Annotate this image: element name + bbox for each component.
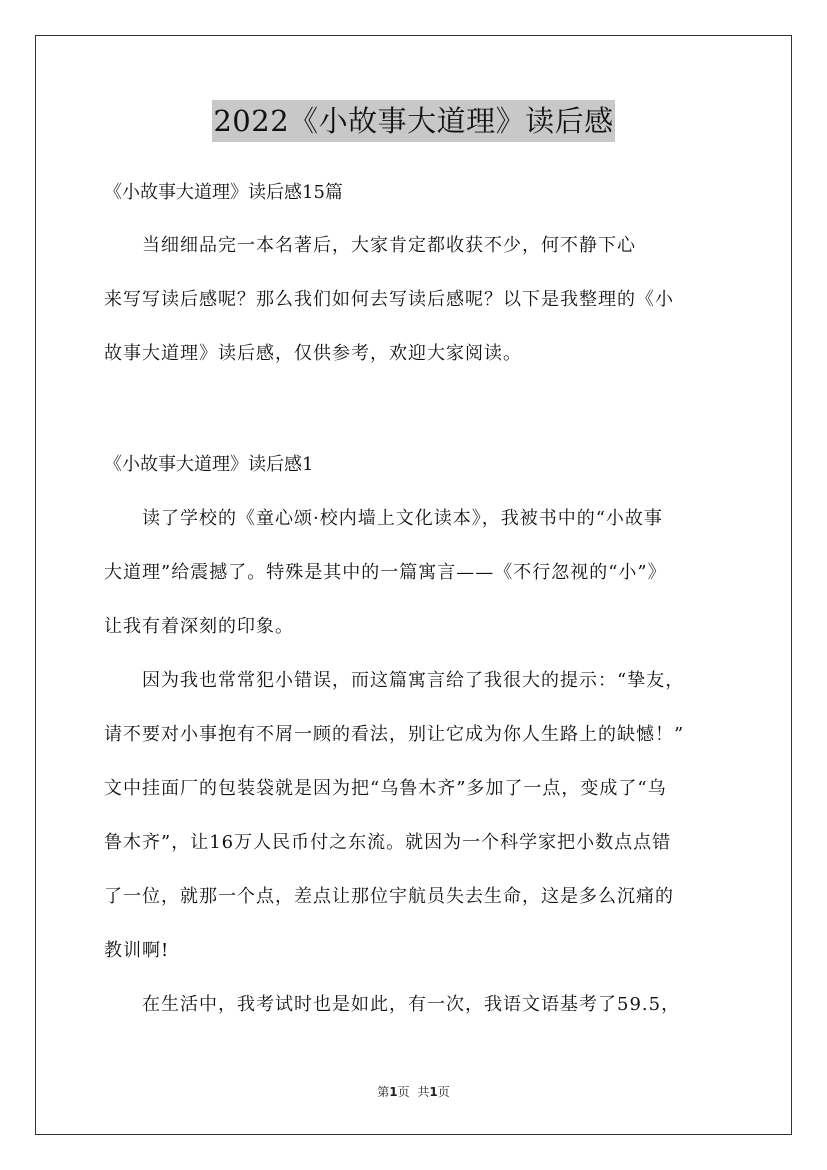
body-paragraph-2	[104, 654, 728, 978]
paragraph-line: 鲁木齐”，让16万人民币付之东流。就因为一个科学家把小数点点错	[104, 832, 672, 853]
body-paragraph-1	[104, 492, 728, 654]
document-title: 2022《小故事大道理》读后感	[212, 100, 614, 142]
footer-page-number: 1	[389, 1085, 398, 1099]
section-heading: 《小故事大道理》读后感1	[104, 454, 314, 475]
title-container	[0, 100, 827, 142]
paragraph-line: 请不要对小事抱有不屑一顾的看法，别让它成为你人生路上的缺憾！”	[104, 724, 685, 745]
paragraph-line: 来写写读后感呢？那么我们如何去写读后感呢？以下是我整理的《小	[104, 289, 674, 310]
paragraph-line: 读了学校的《童心颂·校内墙上文化读本》，我被书中的“小故事	[104, 508, 663, 529]
paragraph-line: 文中挂面厂的包装袋就是因为把“乌鲁木齐”多加了一点，变成了“乌	[104, 778, 667, 799]
paragraph-line: 因为我也常常犯小错误，而这篇寓言给了我很大的提示：“挚友，	[104, 670, 685, 691]
paragraph-line: 教训啊!	[104, 940, 170, 961]
footer-page-suffix: 页	[397, 1085, 410, 1099]
paragraph-line: 故事大道理》读后感，仅供参考，欢迎大家阅读。	[104, 343, 522, 364]
paragraph-line: 大道理”给震撼了。特殊是其中的一篇寓言——《不行忽视的“小”》	[104, 562, 667, 583]
paragraph-line: 了一位，就那一个点，差点让那位宇航员失去生命，这是多么沉痛的	[104, 886, 674, 907]
intro-paragraph	[104, 219, 728, 381]
footer-total-number: 1	[429, 1085, 438, 1099]
footer-total-suffix: 页	[437, 1085, 450, 1099]
paragraph-line: 让我有着深刻的印象。	[104, 616, 294, 637]
document-subtitle: 《小故事大道理》读后感15篇	[104, 182, 343, 203]
paragraph-line: 当细细品完一本名著后，大家肯定都收获不少，何不静下心	[104, 235, 636, 256]
paragraph-line: 在生活中，我考试时也是如此，有一次，我语文语基考了59.5，	[104, 994, 681, 1015]
body-paragraph-3	[104, 978, 728, 1032]
footer-total-prefix: 共	[417, 1085, 430, 1099]
page-footer	[0, 1084, 827, 1100]
footer-page-prefix: 第	[377, 1085, 390, 1099]
